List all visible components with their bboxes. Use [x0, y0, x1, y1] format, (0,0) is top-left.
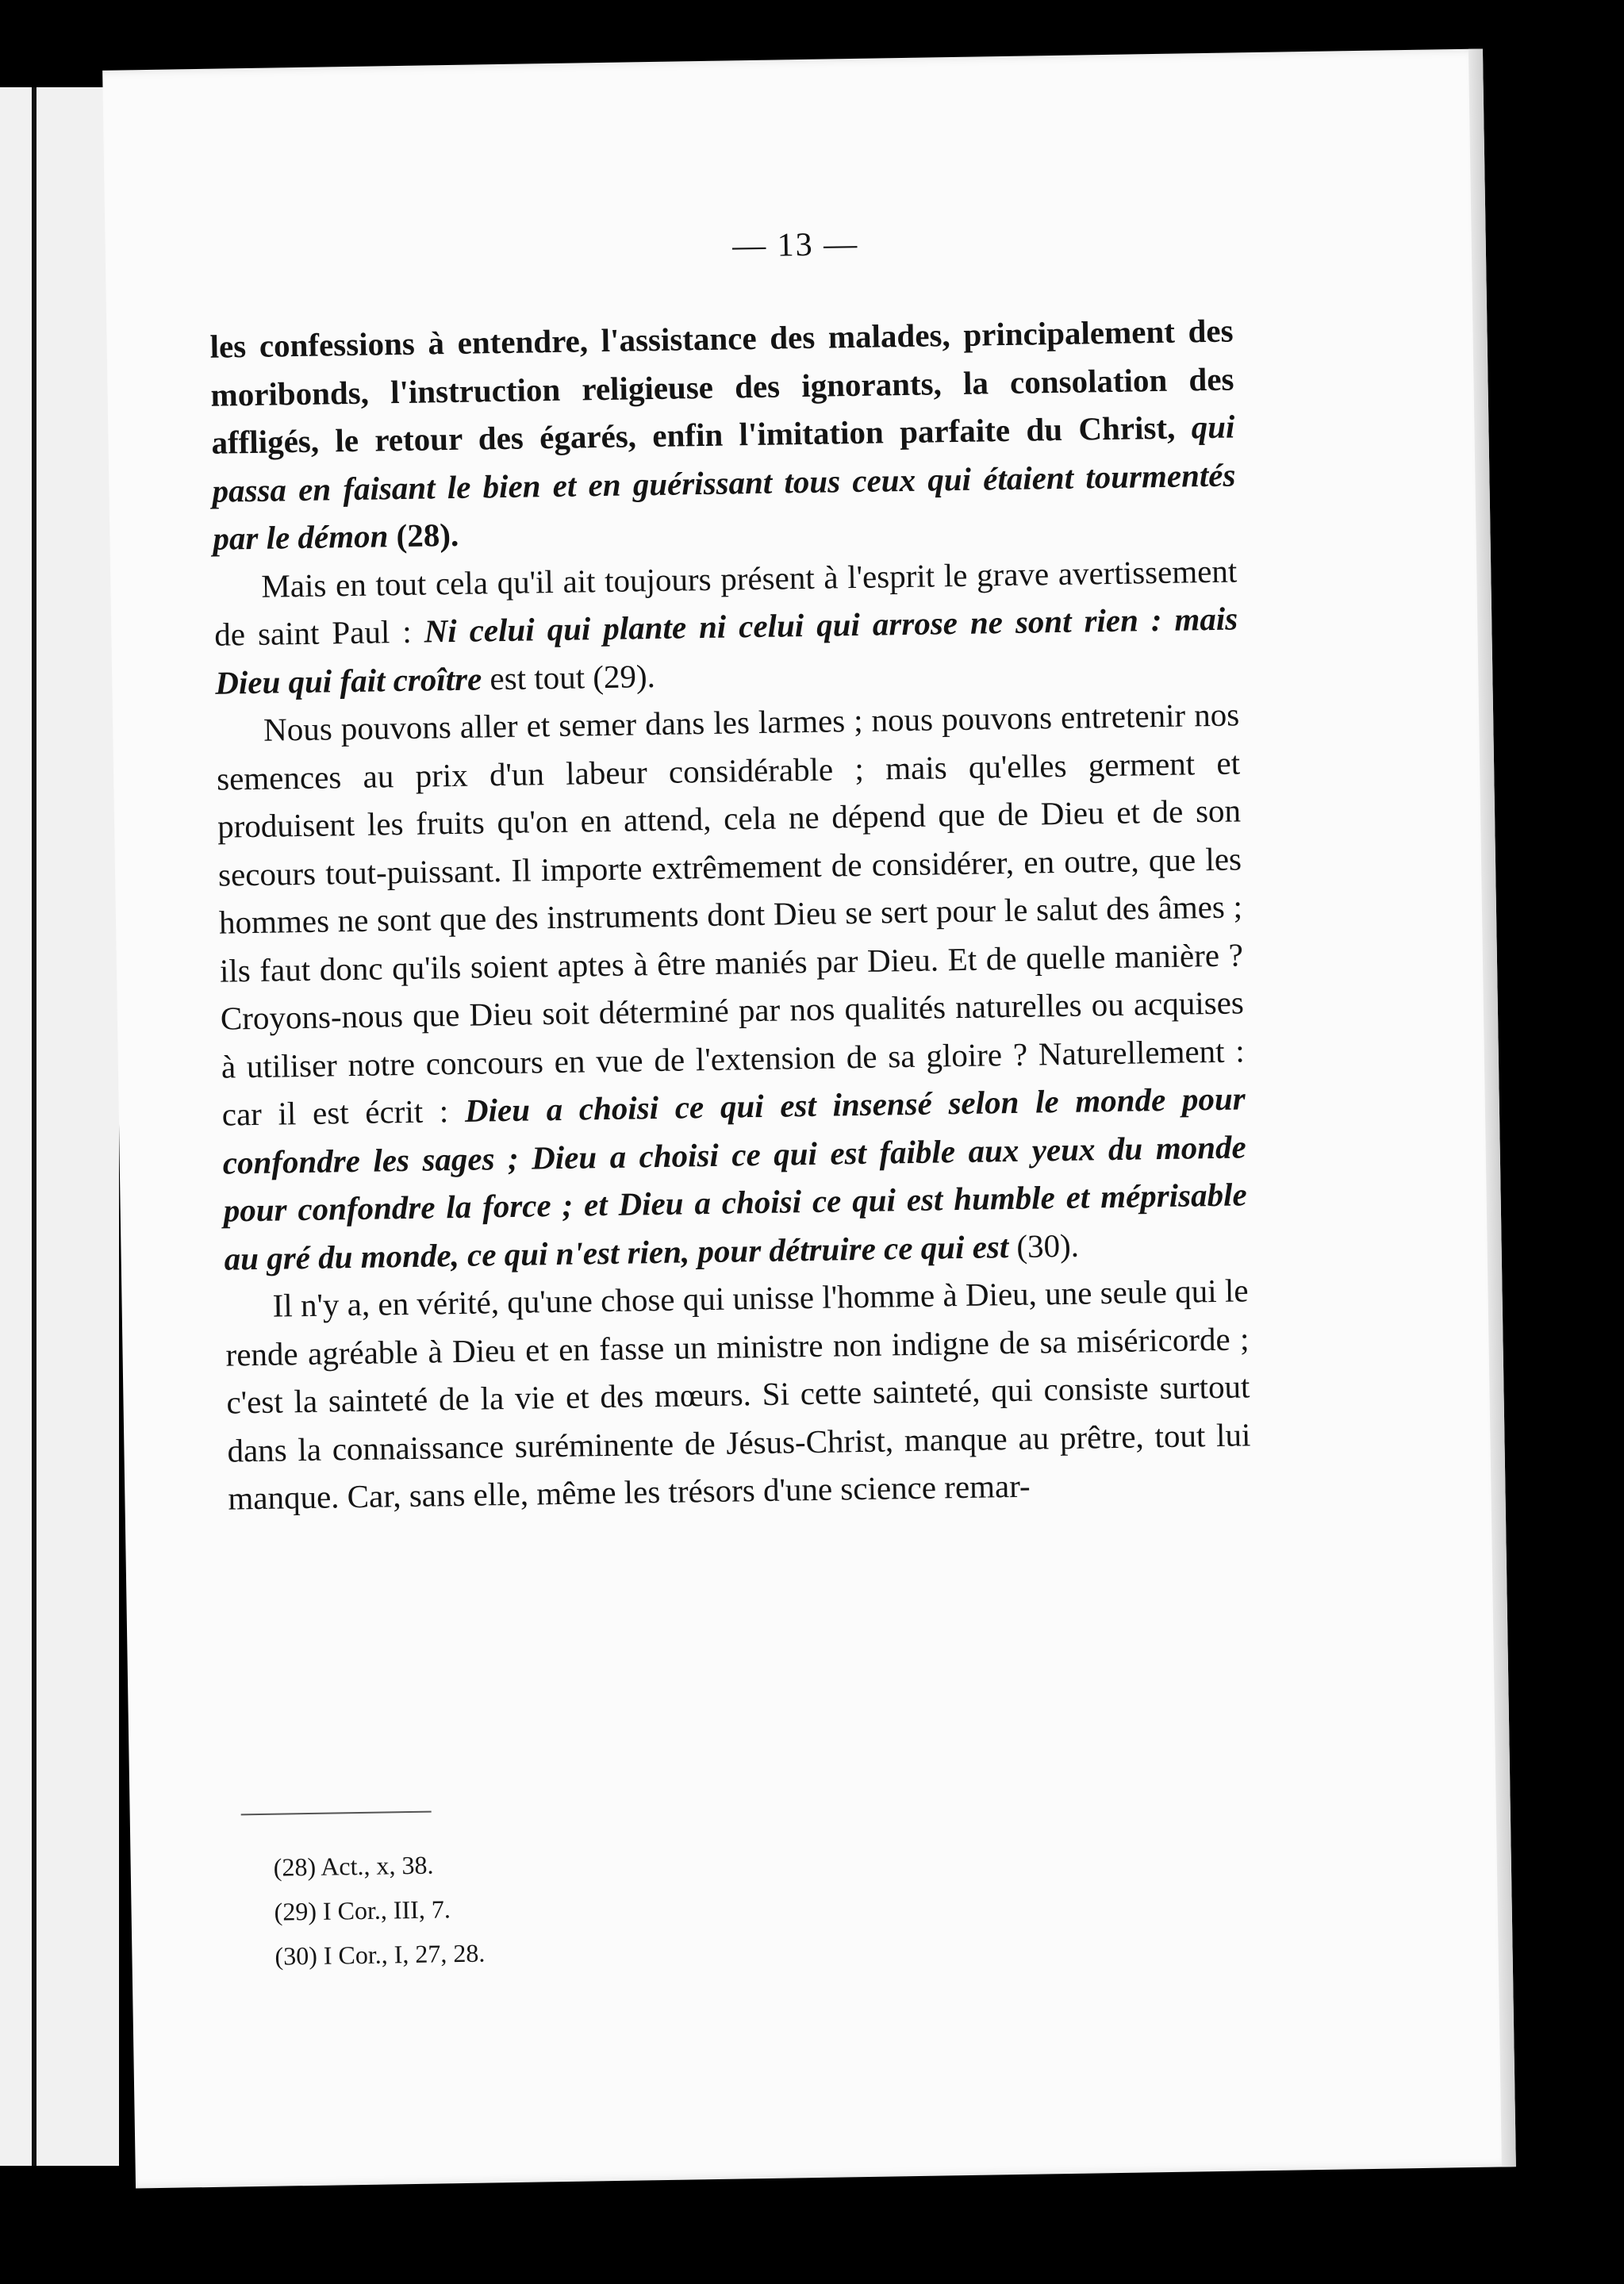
footnote-29: (29) I Cor., III, 7. [274, 1894, 451, 1926]
body-text [209, 306, 1252, 1522]
paragraph-2 [213, 547, 1239, 707]
paragraph-4-text: Il n'y a, en vérité, qu'une chose qui unisse l'homme à Dieu, une seule qui le rende agréable à Dieu et en fasse un ministre non indigne de sa miséricorde ; c'est la sainteté de la vie et des mœurs. Si cette sainteté, qui consiste surtout dans la connaissance suréminente de Jésus-Christ, manque au prêtre, tout lui manque. Car, sans elle, même les trésors d'une science remar- [225, 1272, 1251, 1517]
paragraph-1 [209, 306, 1237, 562]
paragraph-2-quote: Ni celui qui plante ni celui qui arrose ne sont rien : mais Dieu qui fait croître [214, 600, 1238, 701]
paragraph-2-ref: est tout (29). [481, 657, 656, 697]
paragraph-1-ref: (28). [387, 516, 459, 555]
footnote-28: (28) Act., x, 38. [273, 1850, 434, 1882]
paragraph-3-text: Nous pouvons aller et semer dans les larmes ; nous pouvons entretenir nos semences au prix d'un labeur considérable ; mais qu'elles germent et produisent les fruits qu'on en attend, cela ne dépend que de Dieu et de son secours tout-puissant. Il importe extrêmement de considérer, en outre, que les hommes ne sont que des instruments dont Dieu se sert pour le salut des âmes ; ils faut donc qu'ils soient aptes à être maniés par Dieu. Et de quelle manière ? Croyons-nous que Dieu soit déterminé par nos qualités naturelles ou acquises à utiliser notre concours en vue de l'extension de sa gloire ? Naturellement : car il est écrit : [216, 696, 1246, 1133]
binding-line [32, 87, 36, 2166]
paragraph-1-text: les confessions à entendre, l'assistance des malades, principalement des moribonds, l'instruction religieuse des ignorants, la consolation des affligés, le retour des égarés, enfin l'imitation parfaite du Christ, [209, 312, 1234, 461]
page-number: — 13 — [731, 225, 859, 265]
footnote-30: (30) I Cor., I, 27, 28. [275, 1938, 486, 1971]
paragraph-1-quote: qui passa en faisant le bien et en guérissant tous ceux qui étaient tourmentés par le démon [212, 408, 1236, 557]
footnotes [273, 1834, 989, 1979]
paragraph-4 [225, 1266, 1252, 1522]
paragraph-2-text: Mais en tout cela qu'il ait toujours présent à l'esprit le grave avertissement de saint Paul : [213, 551, 1238, 653]
paragraph-3 [216, 690, 1248, 1282]
previous-page-edge [0, 87, 119, 2166]
paragraph-3-ref: (30). [1008, 1226, 1080, 1265]
book-page [102, 48, 1516, 2188]
footnote-divider [241, 1811, 432, 1816]
paragraph-3-quote: Dieu a choisi ce qui est insensé selon le monde pour confondre les sages ; Dieu a choisi ce qui est faible aux yeux du monde pour confondre la force ; et Dieu a choisi ce qui est humble et méprisable au gré du monde, ce qui n'est rien, pour détruire ce qui est [222, 1080, 1247, 1277]
